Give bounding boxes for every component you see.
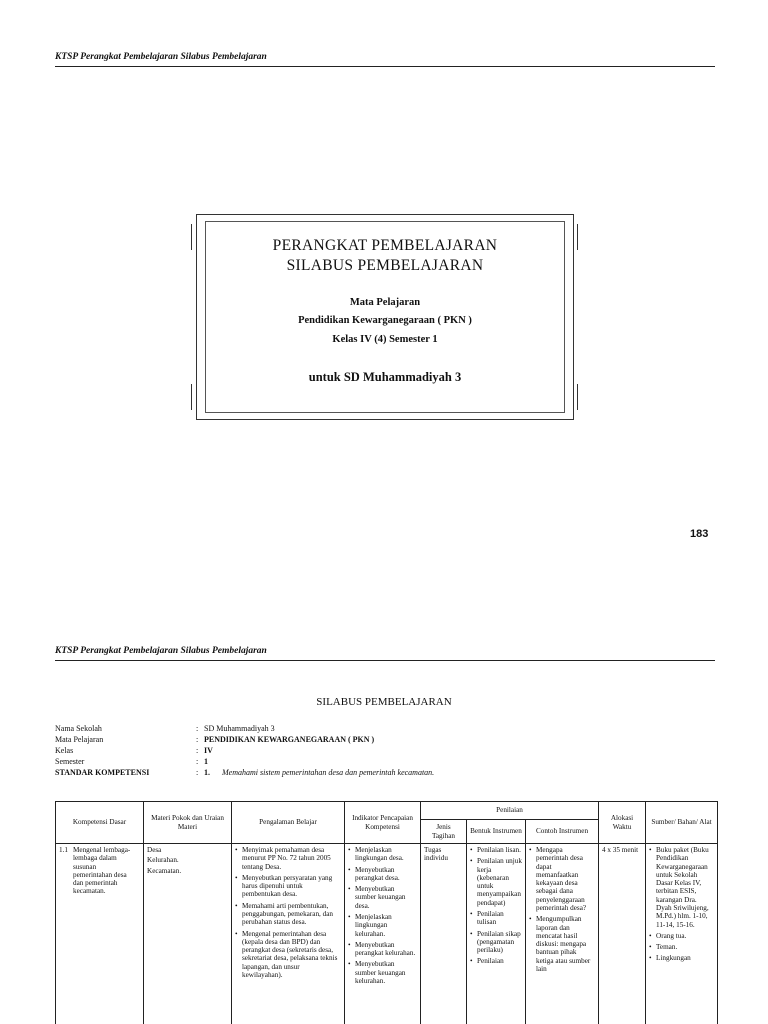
cell-alokasi: 4 x 35 menit xyxy=(599,844,646,1024)
cell-indikator xyxy=(345,844,421,1024)
cover-right-tick xyxy=(577,224,578,250)
list-item: • Buku paket (Buku Pendidikan Kewarganegaraan untuk Sekolah Dasar Kelas IV, terbitan ESIS, karangan Dra. Dyah Sriwilujeng, M.Pd.) hlm. 1-10, 11-14, 15-16. xyxy=(649,846,714,929)
list-item: • Penilaian tulisan xyxy=(470,910,522,927)
info-label: Semester xyxy=(55,757,85,766)
list-item: • Lingkungan xyxy=(649,954,714,962)
table-row xyxy=(56,844,718,1024)
th-alokasi: Alokasi Waktu xyxy=(599,802,646,844)
list-item: • Menyebutkan sumber keuangan desa. xyxy=(348,885,417,910)
th-contoh: Contoh Instrumen xyxy=(526,820,599,844)
running-header: KTSP Perangkat Pembelajaran Silabus Pembelajaran xyxy=(55,52,267,62)
cover-left-tick xyxy=(191,224,192,250)
cover-class-semester: Kelas IV (4) Semester 1 xyxy=(332,334,438,345)
kd-text: Mengenal lembaga-lembaga dalam susunan pemerintahan desa dan pemerintah kecamatan. xyxy=(73,846,131,896)
standard-number: 1. xyxy=(204,768,210,777)
list-item: • Penilaian sikap (pengamatan perilaku) xyxy=(470,930,522,955)
info-label: Kelas xyxy=(55,746,74,755)
cell-materi xyxy=(144,844,232,1024)
list-item: • Menjelaskan lingkungan kelurahan. xyxy=(348,913,417,938)
list-item: • Mengenal pemerintahan desa (kepala desa dan BPD) dan perangkat desa (sekretaris desa, sekretariat desa, pelaksana teknis lapangan, dan unsur kewilayahan). xyxy=(235,930,341,980)
cell-bentuk xyxy=(467,844,526,1024)
cover-title-line2: SILABUS PEMBELAJARAN xyxy=(286,257,484,274)
list-item: • Menjelaskan lingkungan desa. xyxy=(348,846,417,863)
info-value: 1 xyxy=(204,757,208,766)
cover-left-tick-bottom xyxy=(191,384,192,410)
th-penilaian: Penilaian xyxy=(421,802,599,820)
cell-jenis: Tugas individu xyxy=(421,844,467,1024)
cover-subject-label: Mata Pelajaran xyxy=(349,297,421,308)
cover-subject-name: Pendidikan Kewarganegaraan ( PKN ) xyxy=(298,315,472,326)
list-item: • Mengumpulkan laporan dan mencatat hasil diskusi: mengapa bantuan pihak ketiga atau sumber lain xyxy=(529,915,595,973)
header-rule xyxy=(55,66,715,67)
list-item: • Teman. xyxy=(649,943,714,951)
list-item: • Menyebutkan perangkat kelurahan. xyxy=(348,941,417,958)
cell-pengalaman xyxy=(232,844,345,1024)
running-header-2: KTSP Perangkat Pembelajaran Silabus Pembelajaran xyxy=(55,646,267,656)
th-jenis: Jenis Tagihan xyxy=(421,820,467,844)
list-item: • Penilaian xyxy=(470,957,522,965)
syllabus-table xyxy=(55,801,718,1024)
list-item: • Penilaian lisan. xyxy=(470,846,522,854)
info-value xyxy=(204,768,434,777)
standard-text: Memahami sistem pemerintahan desa dan pemerintah kecamatan. xyxy=(222,768,435,777)
list-item: • Orang tua. xyxy=(649,932,714,940)
cover-box xyxy=(196,214,574,420)
th-sumber: Sumber/ Bahan/ Alat xyxy=(646,802,718,844)
th-kompetensi-dasar: Kompetensi Dasar xyxy=(56,802,144,844)
th-bentuk: Bentuk Instrumen xyxy=(467,820,526,844)
cover-title-line1: PERANGKAT PEMBELAJARAN xyxy=(272,237,498,254)
info-label: STANDAR KOMPETENSI xyxy=(55,768,150,777)
cell-sumber xyxy=(646,844,718,1024)
info-value: SD Muhammadiyah 3 xyxy=(204,724,275,733)
th-materi: Materi Pokok dan Uraian Materi xyxy=(144,802,232,844)
cover-school: untuk SD Muhammadiyah 3 xyxy=(308,370,462,384)
materi-item: Kecamatan. xyxy=(147,866,182,875)
cell-contoh xyxy=(526,844,599,1024)
kd-number: 1.1 xyxy=(59,846,68,854)
info-label: Mata Pelajaran xyxy=(55,735,104,744)
list-item: • Memahami arti pembentukan, penggabungan, pemekaran, dan perubahan status desa. xyxy=(235,902,341,927)
list-item: • Menyebutkan sumber keuangan kelurahan. xyxy=(348,960,417,985)
page-number: 183 xyxy=(690,528,709,540)
list-item: • Mengapa pemerintah desa dapat memanfaatkan kekayaan desa sebagai dana penyelenggaraan pemerintah desa? xyxy=(529,846,595,912)
cover-right-tick-bottom xyxy=(577,384,578,410)
th-indikator: Indikator Pencapaian Kompetensi xyxy=(345,802,421,844)
cell-kd xyxy=(56,844,144,1024)
list-item: • Penilaian unjuk kerja (kebenaran untuk menyampaikan pendapat) xyxy=(470,857,522,907)
list-item: • Menyimak pemahaman desa menurut PP No. 72 tahun 2005 tentang Desa. xyxy=(235,846,341,871)
info-value: PENDIDIKAN KEWARGANEGARAAN ( PKN ) xyxy=(204,735,375,744)
materi-item: Desa xyxy=(147,846,162,854)
list-item: • Menyebutkan persyaratan yang harus dipenuhi untuk pembentukan desa. xyxy=(235,874,341,899)
list-item: • Menyebutkan perangkat desa. xyxy=(348,866,417,883)
header-rule-2 xyxy=(55,660,715,661)
materi-item: Kelurahan. xyxy=(147,856,179,865)
info-label: Nama Sekolah xyxy=(55,724,102,733)
th-pengalaman: Pengalaman Belajar xyxy=(232,802,345,844)
info-value: IV xyxy=(204,746,213,755)
syllabus-title: SILABUS PEMBELAJARAN xyxy=(316,696,452,708)
